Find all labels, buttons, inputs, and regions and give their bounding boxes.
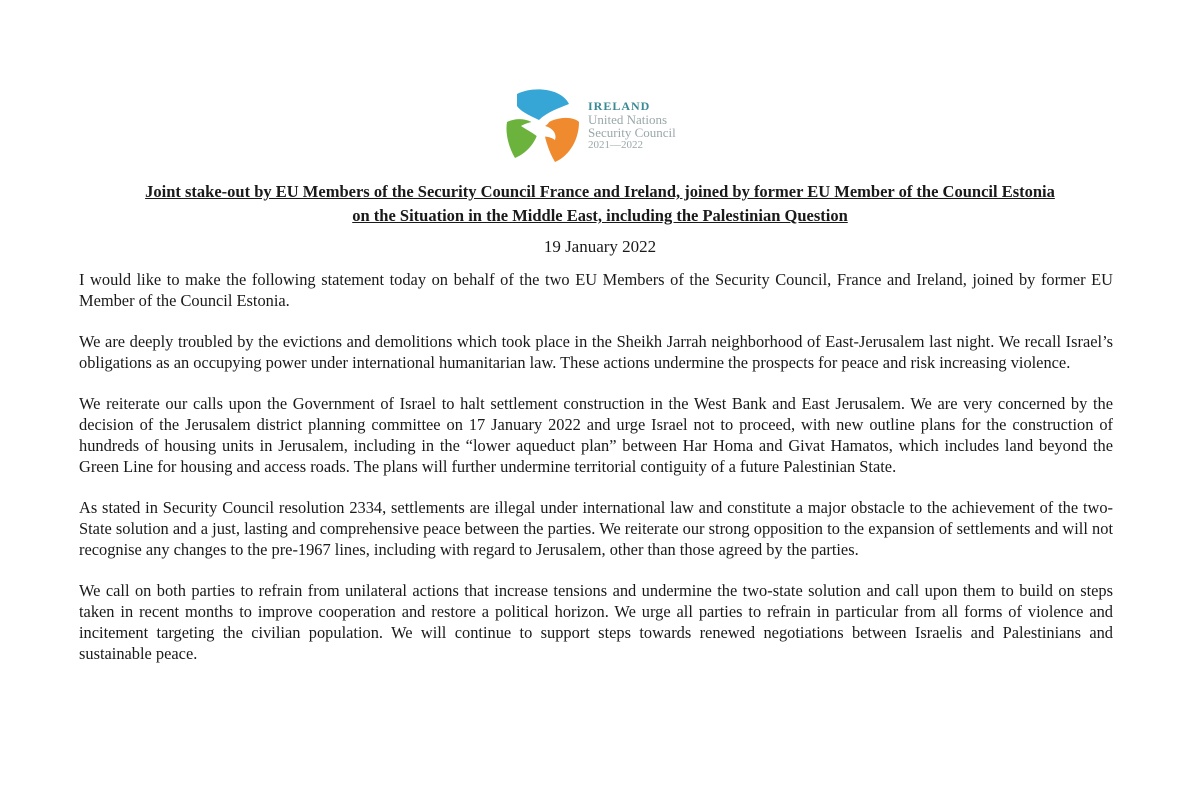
document-body (79, 269, 1113, 684)
title-line-1: Joint stake-out by EU Members of the Security Council France and Ireland, joined by former EU Member of the Council Estonia (145, 182, 1055, 201)
logo-line1: United Nations (588, 112, 668, 127)
paragraph-2: We are deeply troubled by the evictions and demolitions which took place in the Sheikh Jarrah neighborhood of East-Jerusalem last night. We recall Israel’s obligations as an occupying power under international humanitarian law. These actions undermine the prospects for peace and risk increasing violence. (79, 332, 1113, 372)
title-line-2: on the Situation in the Middle East, including the Palestinian Question (352, 206, 848, 225)
logo-line2: Security Council (588, 125, 676, 140)
paragraph-3: We reiterate our calls upon the Government of Israel to halt settlement construction in the West Bank and East Jerusalem. We are very concerned by the decision of the Jerusalem district planning committee on 17 January 2022 and urge Israel not to proceed, with new outline plans for the construction of hundreds of housing units in Jerusalem, including in the “lower aqueduct plan” between Har Homa and Givat Hamatos, which includes land beyond the Green Line for housing and access roads. The plans will further undermine territorial contiguity of a future Palestinian State. (79, 394, 1113, 476)
dove-emblem-icon (503, 86, 583, 166)
document-title (60, 180, 1140, 228)
paragraph-4: As stated in Security Council resolution 2334, settlements are illegal under international law and constitute a major obstacle to the achievement of the two-State solution and a just, lasting and comprehensive peace between the parties. We reiterate our strong opposition to the expansion of settlements and will not recognise any changes to the pre-1967 lines, including with regard to Jerusalem, other than those agreed by the parties. (79, 498, 1113, 559)
paragraph-5: We call on both parties to refrain from unilateral actions that increase tensions and undermine the two-state solution and call upon them to build on steps taken in recent months to improve cooperation and restore a political horizon. We urge all parties to refrain in particular from all forms of violence and incitement targeting the civilian population. We will continue to support steps towards renewed negotiations between Israelis and Palestinians and sustainable peace. (79, 581, 1113, 663)
logo-years: 2021—2022 (588, 139, 643, 151)
document-date: 19 January 2022 (543, 237, 657, 256)
paragraph-1: I would like to make the following statement today on behalf of the two EU Members of the Security Council, France and Ireland, joined by former EU Member of the Council Estonia. (79, 270, 1113, 310)
ireland-unsc-logo (503, 86, 703, 166)
blue-leaf-shape (517, 89, 569, 120)
logo-country: IRELAND (588, 99, 651, 113)
orange-leaf-shape (543, 118, 579, 162)
